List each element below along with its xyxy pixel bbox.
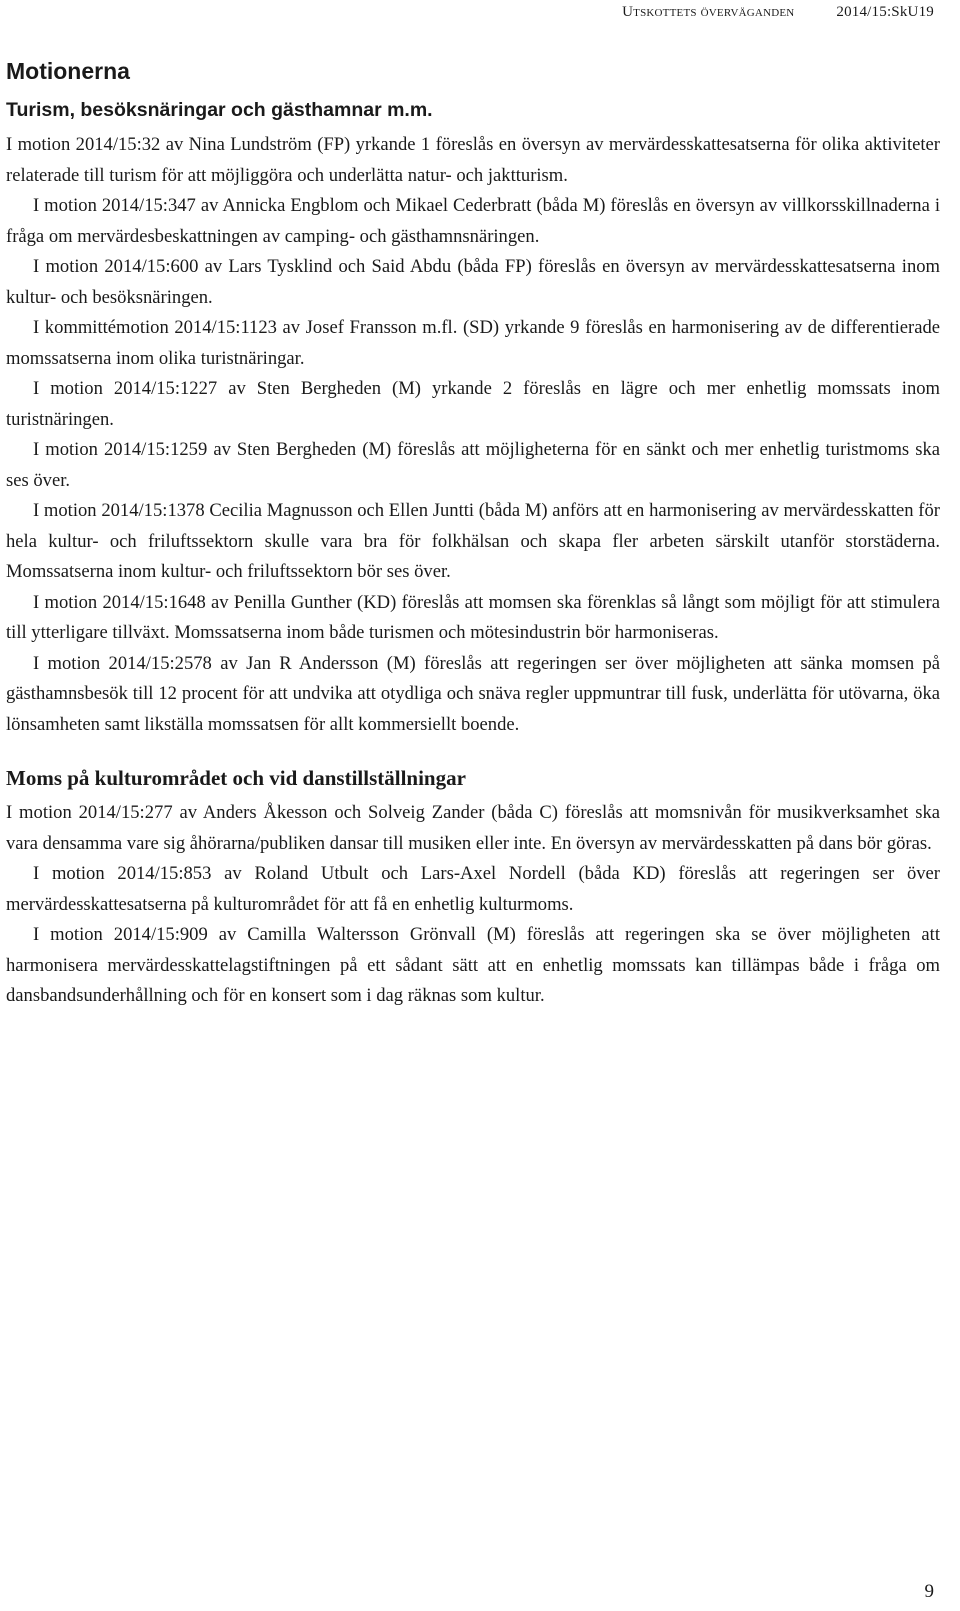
paragraph-list bbox=[6, 798, 940, 1012]
paragraph: I motion 2014/15:1259 av Sten Bergheden (M) föreslås att möjligheterna för en sänkt och mer enhetlig turistmoms ska ses över. bbox=[6, 439, 940, 491]
paragraph: I motion 2014/15:1378 Cecilia Magnusson och Ellen Juntti (båda M) anförs att en harmonisering av mervärdesskatten för hela kultur- och friluftssektorn skulle vara bra för folkhälsan och skapa fler arbeten särskilt utanför storstäderna. Momssatserna inom kultur- och friluftssektorn bör ses över. bbox=[6, 500, 940, 582]
paragraph-list bbox=[6, 130, 940, 740]
section-title: Motionerna bbox=[6, 58, 130, 84]
paragraph: I kommittémotion 2014/15:1123 av Josef Fransson m.fl. (SD) yrkande 9 föreslås en harmonisering av de differentierade momssatserna inom olika turistnäringar. bbox=[6, 317, 940, 369]
document-body bbox=[6, 56, 940, 1012]
paragraph: I motion 2014/15:600 av Lars Tysklind och Said Abdu (båda FP) föreslås en översyn av mervärdesskattesatserna inom kultur- och besöksnäringen. bbox=[6, 256, 940, 308]
paragraph: I motion 2014/15:2578 av Jan R Andersson (M) föreslås att regeringen ser över möjligheten att sänka momsen på gästhamnsbesök till 12 procent för att undvika att otydliga och snäva regler uppmuntrar till fusk, underlätta för utövarna, öka lönsamheten samt likställa momssatsen för allt kommersiellt boende. bbox=[6, 652, 940, 735]
page-number: 9 bbox=[924, 1581, 934, 1602]
paragraph: I motion 2014/15:853 av Roland Utbult och Lars-Axel Nordell (båda KD) föreslås att regeringen ser över mervärdesskattesatserna på kulturområdet för att få en enhetlig kulturmoms. bbox=[6, 863, 940, 915]
paragraph: I motion 2014/15:277 av Anders Åkesson och Solveig Zander (båda C) föreslås att momsnivån för musikverksamhet ska vara densamma vare sig åhörarna/publiken dansar till musiken eller inte. En översyn av mervärdesskatten på dans bör göras. bbox=[6, 802, 940, 854]
paragraph: I motion 2014/15:1227 av Sten Bergheden (M) yrkande 2 föreslås en lägre och mer enhetlig momssats inom turistnäringen. bbox=[6, 378, 940, 430]
header-report-id: 2014/15:SkU19 bbox=[836, 4, 934, 20]
subsection-heading: Moms på kulturområdet och vid danstillställningar bbox=[6, 766, 466, 790]
running-header bbox=[622, 4, 934, 21]
paragraph: I motion 2014/15:909 av Camilla Waltersson Grönvall (M) föreslås att regeringen ska se över möjligheten att harmonisera mervärdesskattelagstiftningen på ett sådant sätt att en enhetlig momssats kan tillämpas både i fråga om dansbandsunderhållning och för en konsert som i dag räknas som kultur. bbox=[6, 924, 940, 1006]
subsection-heading: Turism, besöksnäringar och gästhamnar m.m. bbox=[6, 99, 433, 121]
subsection-culture bbox=[6, 764, 940, 1012]
paragraph: I motion 2014/15:1648 av Penilla Gunther (KD) föreslås att momsen ska förenklas så långt som möjligt för att stimulera till ytterligare tillväxt. Momssatserna inom både turismen och mötesindustrin bör harmoniseras. bbox=[6, 591, 940, 643]
paragraph: I motion 2014/15:32 av Nina Lundström (FP) yrkande 1 föreslås en översyn av mervärdesskattesatserna för olika aktiviteter relaterade till turism för att möjliggöra och underlätta natur- och jaktturism. bbox=[6, 134, 940, 186]
subsection-tourism bbox=[6, 96, 940, 740]
paragraph: I motion 2014/15:347 av Annicka Engblom och Mikael Cederbratt (båda M) föreslås en översyn av villkorsskillnaderna i fråga om mervärdesbeskattningen av camping- och gästhamnsnäringen. bbox=[6, 195, 940, 247]
header-section-label: Utskottets överväganden bbox=[622, 4, 795, 20]
